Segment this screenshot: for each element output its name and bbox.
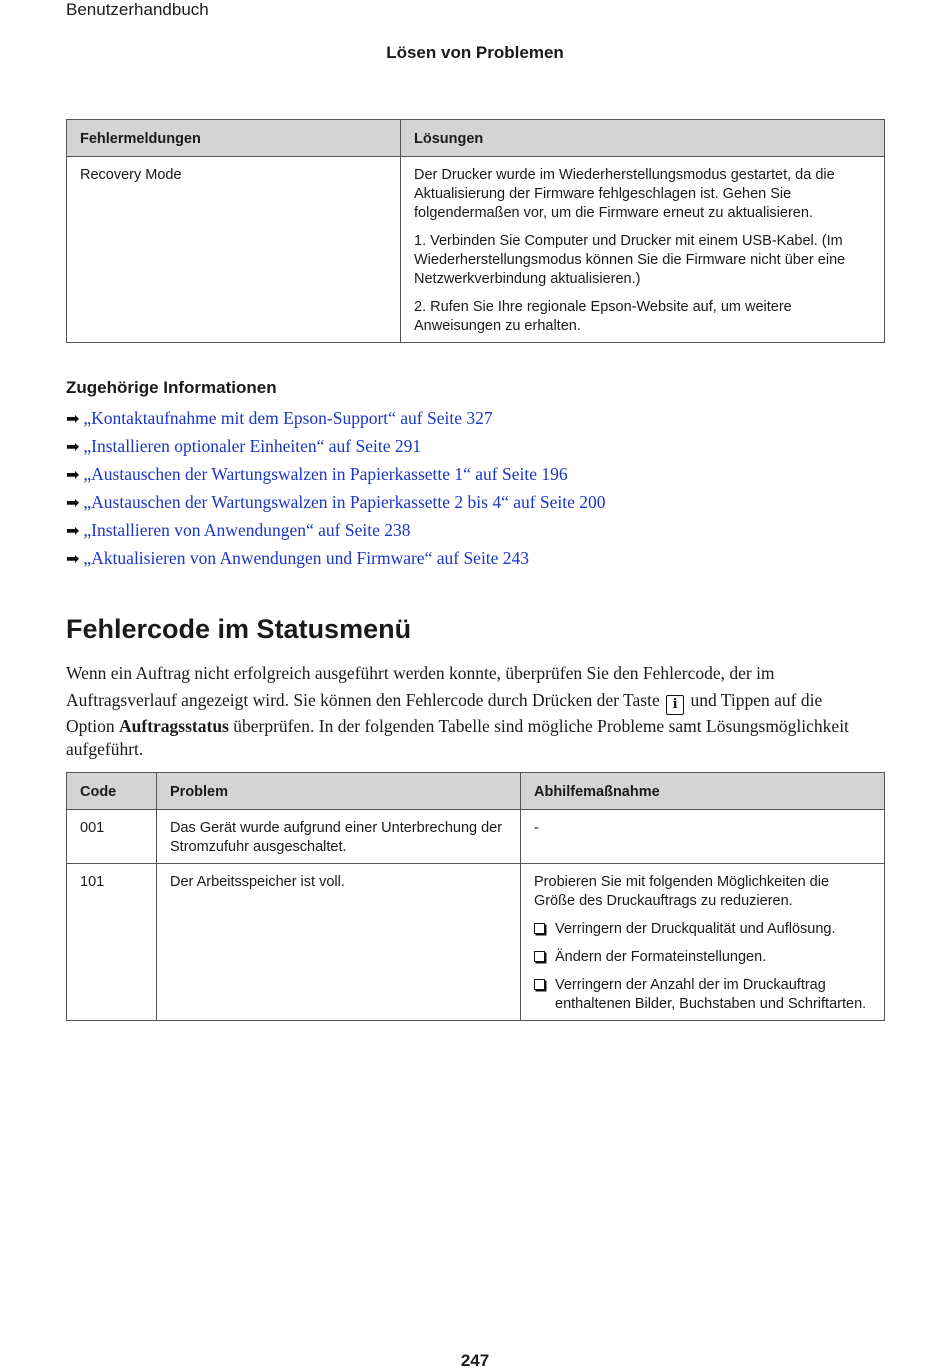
table-row: [67, 810, 885, 864]
paragraph-text: Option: [66, 716, 119, 736]
column-header: Code: [67, 773, 157, 810]
arrow-right-icon: ➡: [66, 437, 80, 456]
paragraph-text: Wenn ein Auftrag nicht erfolgreich ausgeführt werden konnte, überprüfen Sie den Fehlercode, der im: [66, 663, 775, 683]
problem-cell: Das Gerät wurde aufgrund einer Unterbrechung der Stromzufuhr ausgeschaltet.: [157, 810, 521, 864]
paragraph-text: Auftragsverlauf angezeigt wird. Sie können den Fehlercode durch Drücken der Taste i und Tippen auf die: [66, 689, 822, 715]
related-link[interactable]: „Aktualisieren von Anwendungen und Firmware“ auf Seite 243: [83, 548, 530, 568]
page-number: 247: [460, 1351, 490, 1370]
table-header-row: [67, 120, 885, 157]
table-row: [67, 864, 885, 1021]
code-cell: 101: [67, 864, 157, 1021]
paragraph-text: überprüfen. In der folgenden Tabelle sind mögliche Probleme samt Lösungsmöglichkeit aufgeführt.: [66, 716, 849, 759]
error-code-table: [66, 772, 885, 1021]
error-message-table: [66, 119, 885, 343]
solution-text: Der Drucker wurde im Wiederherstellungsmodus gestartet, da die Aktualisierung der Firmware fehlgeschlagen ist. Gehen Sie folgendermaßen vor, um die Firmware erneut zu aktualisieren.: [414, 167, 835, 221]
list-item: [66, 405, 606, 433]
related-link[interactable]: „Installieren von Anwendungen“ auf Seite 238: [83, 520, 411, 540]
column-header: Fehlermeldungen: [67, 120, 401, 157]
remedy-cell: [521, 864, 885, 1021]
arrow-right-icon: ➡: [66, 493, 80, 512]
checkbox-bullet-icon: [534, 979, 545, 990]
list-item: [66, 489, 606, 517]
list-item: Ändern der Formateinstellungen.: [534, 948, 871, 967]
section-title: Lösen von Problemen: [386, 43, 564, 62]
table-row: [67, 157, 885, 343]
related-link[interactable]: „Kontaktaufnahme mit dem Epson-Support“ auf Seite 327: [83, 408, 493, 428]
related-links-list: [66, 405, 606, 573]
list-item: [66, 433, 606, 461]
list-item: Verringern der Druckqualität und Auflösung.: [534, 920, 871, 939]
problem-cell: Der Arbeitsspeicher ist voll.: [157, 864, 521, 1021]
related-link[interactable]: „Installieren optionaler Einheiten“ auf Seite 291: [83, 436, 422, 456]
arrow-right-icon: ➡: [66, 521, 80, 540]
solution-cell: [401, 157, 885, 343]
checkbox-bullet-icon: [534, 951, 545, 962]
section-heading: Fehlercode im Statusmenü: [66, 614, 412, 644]
solution-step: 1. Verbinden Sie Computer und Drucker mit einem USB-Kabel. (Im Wiederherstellungsmodus können Sie die Firmware nicht über eine Netzwerkverbindung aktualisieren.): [414, 233, 846, 287]
list-item: [66, 545, 606, 573]
table-header-row: [67, 773, 885, 810]
related-link[interactable]: „Austauschen der Wartungswalzen in Papierkassette 2 bis 4“ auf Seite 200: [83, 492, 606, 512]
remedy-cell: -: [521, 810, 885, 864]
error-message-cell: Recovery Mode: [67, 157, 401, 343]
intro-paragraph: [66, 662, 886, 761]
arrow-right-icon: ➡: [66, 465, 80, 484]
document-title: Benutzerhandbuch: [66, 0, 209, 19]
related-link[interactable]: „Austauschen der Wartungswalzen in Papierkassette 1“ auf Seite 196: [83, 464, 568, 484]
list-item: Verringern der Anzahl der im Druckauftrag enthaltenen Bilder, Buchstaben und Schriftarten.: [534, 976, 871, 1014]
info-button-icon: i: [666, 695, 684, 715]
column-header: Problem: [157, 773, 521, 810]
related-info-title: Zugehörige Informationen: [66, 378, 277, 397]
remedy-list: [534, 920, 871, 1014]
solution-step: 2. Rufen Sie Ihre regionale Epson-Website auf, um weitere Anweisungen zu erhalten.: [414, 299, 792, 334]
column-header: Lösungen: [401, 120, 885, 157]
remedy-text: Probieren Sie mit folgenden Möglichkeiten die Größe des Druckauftrags zu reduzieren.: [534, 874, 830, 909]
checkbox-bullet-icon: [534, 923, 545, 934]
code-cell: 001: [67, 810, 157, 864]
column-header: Abhilfemaßnahme: [521, 773, 885, 810]
arrow-right-icon: ➡: [66, 409, 80, 428]
arrow-right-icon: ➡: [66, 549, 80, 568]
list-item: [66, 517, 606, 545]
list-item: [66, 461, 606, 489]
option-name: Auftragsstatus: [119, 716, 229, 736]
